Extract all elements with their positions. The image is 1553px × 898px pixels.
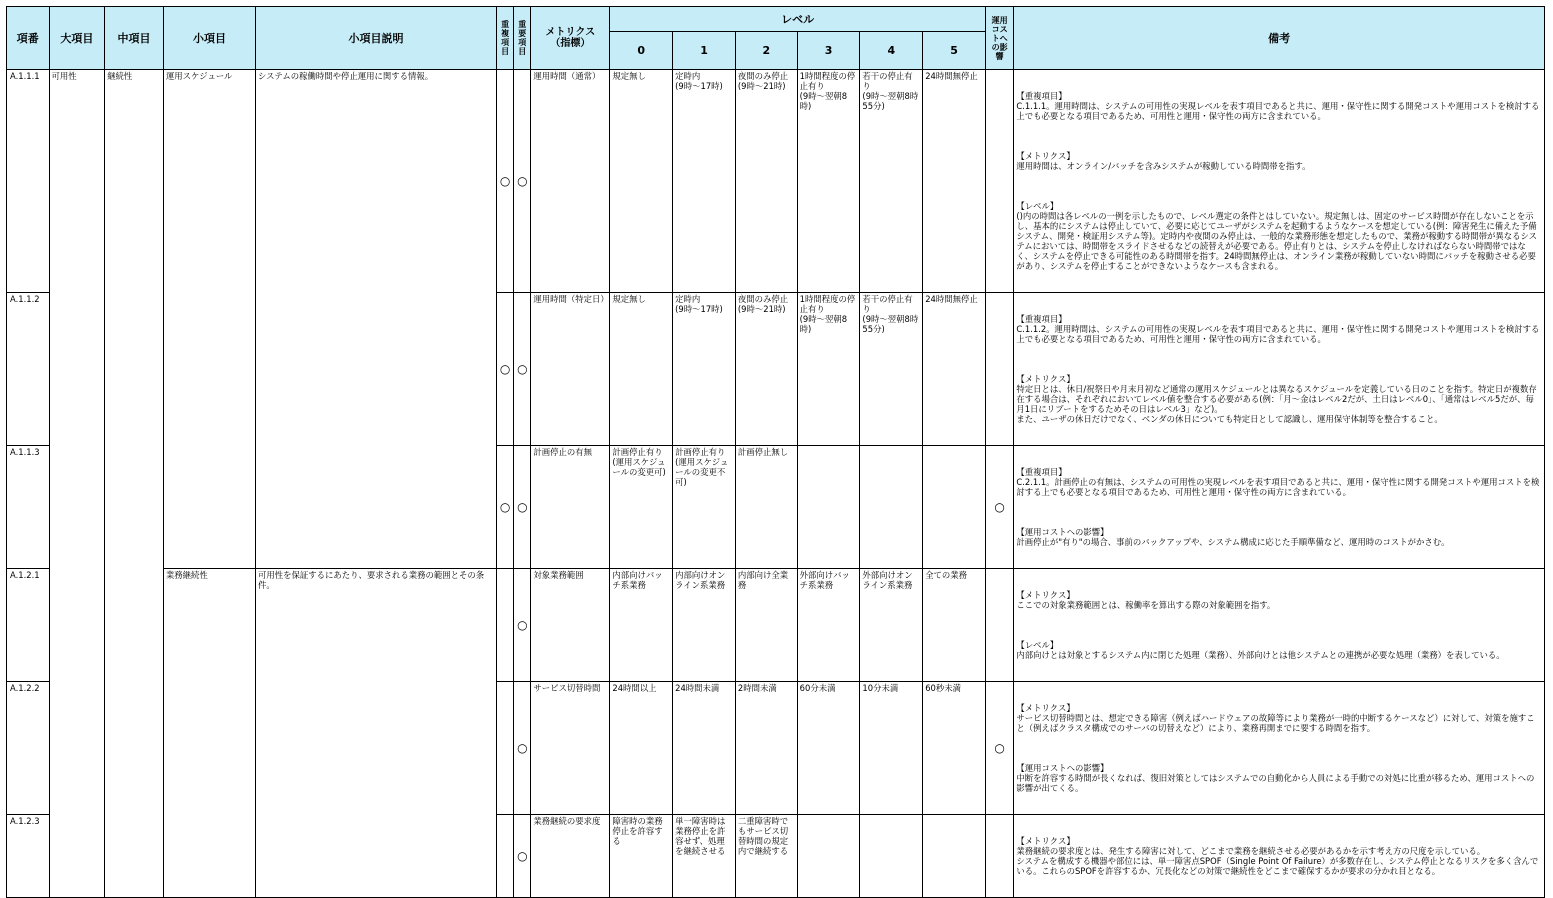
header-level-2: 2	[735, 32, 797, 70]
header-metrics: メトリクス （指標）	[531, 7, 610, 70]
header-middle: 中項目	[105, 7, 164, 70]
level-1-cell: 単一障害時は業務停止を許容せず、処理を継続させる	[673, 815, 736, 898]
duplicate-mark: ○	[497, 293, 514, 446]
level-1-cell: 定時内 (9時～17時)	[673, 293, 736, 446]
level-4-cell: 外部向けオンライン系業務	[860, 569, 923, 682]
metrics-cell: サービス切替時間	[531, 682, 610, 815]
level-1-cell: 計画停止有り(運用スケジュールの変更不可)	[673, 446, 736, 569]
remark-metrics: 【メトリクス】 サービス切替時間とは、想定できる障害（例えばハードウェアの故障等により業務が一時的中断するケースなど）に対して、対策を施すこと（例えばクラスタ構成でのサーバの切替えなど）により、業務再開までに要する時間を指す。	[1016, 703, 1535, 733]
item-no-cell: A.1.1.3	[7, 446, 50, 569]
header-minor: 小項目	[163, 7, 255, 70]
remark-level: 【レベル】 内部向けとは対象とするシステム内に閉じた処理（業務）、外部向けとは他システムとの連携が必要な処理（業務）を表している。	[1016, 640, 1505, 660]
level-4-cell	[860, 446, 923, 569]
level-3-cell: 1時間程度の停止有り (9時～翌朝8時)	[797, 70, 860, 293]
metrics-cell: 対象業務範囲	[531, 569, 610, 682]
level-2-cell: 夜間のみ停止 (9時～21時)	[735, 293, 797, 446]
level-0-cell: 規定無し	[610, 293, 673, 446]
duplicate-mark	[497, 815, 514, 898]
level-2-cell: 二重障害時でもサービス切替時間の規定内で継続する	[735, 815, 797, 898]
duplicate-mark: ○	[497, 70, 514, 293]
remarks-cell	[1014, 815, 1545, 898]
minor-cell: 運用スケジュール	[163, 70, 255, 569]
metrics-cell: 業務継続の要求度	[531, 815, 610, 898]
header-duplicate: 重複項目	[497, 7, 514, 70]
level-5-cell: 24時間無停止	[923, 70, 986, 293]
item-no-cell: A.1.2.2	[7, 682, 50, 815]
remarks-cell	[1014, 569, 1545, 682]
table-row	[7, 70, 1545, 293]
minor-cell: 業務継続性	[163, 569, 255, 898]
level-5-cell	[923, 446, 986, 569]
item-no-cell: A.1.2.3	[7, 815, 50, 898]
level-3-cell	[797, 446, 860, 569]
level-1-cell: 24時間未満	[673, 682, 736, 815]
item-no-cell: A.1.1.2	[7, 293, 50, 446]
level-2-cell: 2時間未満	[735, 682, 797, 815]
header-level: レベル	[610, 7, 986, 32]
item-no-cell: A.1.2.1	[7, 569, 50, 682]
important-mark: ○	[514, 682, 531, 815]
table-row	[7, 569, 1545, 682]
header-item-no: 項番	[7, 7, 50, 70]
level-2-cell: 内部向け全業務	[735, 569, 797, 682]
requirements-sheet	[6, 6, 1545, 898]
remarks-cell	[1014, 70, 1545, 293]
cost-mark: ○	[985, 446, 1013, 569]
duplicate-mark	[497, 569, 514, 682]
header-level-5: 5	[923, 32, 986, 70]
level-4-cell	[860, 815, 923, 898]
remark-metrics: 【メトリクス】 ここでの対象業務範囲とは、稼働率を算出する際の対象範囲を指す。	[1016, 590, 1276, 610]
level-3-cell: 60分未満	[797, 682, 860, 815]
level-5-cell: 24時間無停止	[923, 293, 986, 446]
remark-duplicate: 【重複項目】 C.1.1.1。運用時間は、システムの可用性の実現レベルを表す項目であると共に、運用・保守性に関する開発コストや運用コストを検討する上でも必要となる項目であるため、可用性と運用・保守性の両方に含まれている。	[1016, 91, 1540, 121]
header-minor-desc: 小項目説明	[256, 7, 497, 70]
header-level-0: 0	[610, 32, 673, 70]
important-mark: ○	[514, 70, 531, 293]
level-3-cell	[797, 815, 860, 898]
remarks-cell	[1014, 446, 1545, 569]
header-important: 重要項目	[514, 7, 531, 70]
header-remarks: 備考	[1014, 7, 1545, 70]
level-3-cell: 外部向けバッチ系業務	[797, 569, 860, 682]
metrics-cell: 計画停止の有無	[531, 446, 610, 569]
cost-mark	[985, 293, 1013, 446]
cost-mark	[985, 569, 1013, 682]
important-mark: ○	[514, 446, 531, 569]
level-0-cell: 24時間以上	[610, 682, 673, 815]
remark-duplicate: 【重複項目】 C.2.1.1。計画停止の有無は、システムの可用性の実現レベルを表す項目であると共に、運用・保守性に関する開発コストや運用コストを検討する上でも必要となる項目であるため、可用性と運用・保守性の両方に含まれている。	[1016, 467, 1540, 497]
remark-duplicate: 【重複項目】 C.1.1.2。運用時間は、システムの可用性の実現レベルを表す項目であると共に、運用・保守性に関する開発コストや運用コストを検討する上でも必要となる項目であるため、可用性と運用・保守性の両方に含まれている。	[1016, 314, 1540, 344]
level-1-cell: 内部向けオンライン系業務	[673, 569, 736, 682]
cost-mark	[985, 815, 1013, 898]
important-mark: ○	[514, 815, 531, 898]
cost-mark	[985, 70, 1013, 293]
remarks-cell	[1014, 293, 1545, 446]
header-cost: 運用コストへの影響	[985, 7, 1013, 70]
level-3-cell: 1時間程度の停止有り (9時～翌朝8時)	[797, 293, 860, 446]
level-2-cell: 夜間のみ停止 (9時～21時)	[735, 70, 797, 293]
remarks-cell	[1014, 682, 1545, 815]
level-1-cell: 定時内 (9時～17時)	[673, 70, 736, 293]
item-no-cell: A.1.1.1	[7, 70, 50, 293]
major-cell: 可用性	[49, 70, 105, 898]
requirements-table	[6, 6, 1545, 898]
remark-level: 【レベル】 ()内の時間は各レベルの一例を示したもので、レベル選定の条件とはしていない。規定無しは、固定のサービス時間が存在しないことを示し、基本的にシステムは停止していて、必要に応じてユーザがシステムを起動するようなケースを想定している(例：障害発生に備えた予備システム、開発・検証用システム等)。定時内や夜間のみ停止は、一般的な業務形態を想定したもので、業務が稼動する時間帯が異なるシステムにおいては、時間帯をスライドさせるなどの読替えが必要である。停止有りとは、システムを停止しなければならない時間帯ではなく、システムを停止できる可能性のある時間帯を指す。24時間無停止は、オンライン業務が稼動していない時間にバッチを稼動させる必要があり、システムを停止することができないようなケースも含まれる。	[1016, 201, 1537, 271]
level-0-cell: 障害時の業務停止を許容する	[610, 815, 673, 898]
metrics-cell: 運用時間（通常）	[531, 70, 610, 293]
level-0-cell: 規定無し	[610, 70, 673, 293]
level-4-cell: 若干の停止有り (9時～翌朝8時55分)	[860, 70, 923, 293]
important-mark: ○	[514, 569, 531, 682]
header-level-4: 4	[860, 32, 923, 70]
cost-mark: ○	[985, 682, 1013, 815]
remark-cost: 【運用コストへの影響】 中断を許容する時間が長くなれば、復旧対策としてはシステムでの自動化から人員による手動での対処に比重が移るため、運用コストへの影響が出てくる。	[1016, 763, 1535, 793]
remark-metrics: 【メトリクス】 業務継続の要求度とは、発生する障害に対して、どこまで業務を継続させる必要があるかを示す考え方の尺度を示している。 システムを構成する機器や部位には、単一障害点SPOF（Single Point Of Failure）が多数存在し、システム停止となるリスクを多く含んでいる。これらのSPOFを許容するか、冗長化などの対策で継続性をどこまで確保するかが要求の分かれ目となる。	[1016, 836, 1539, 876]
header-row-1	[7, 7, 1545, 32]
level-5-cell	[923, 815, 986, 898]
level-5-cell: 60秒未満	[923, 682, 986, 815]
level-4-cell: 10分未満	[860, 682, 923, 815]
level-5-cell: 全ての業務	[923, 569, 986, 682]
level-0-cell: 計画停止有り(運用スケジュールの変更可)	[610, 446, 673, 569]
minor-desc-cell: システムの稼働時間や停止運用に関する情報。	[256, 70, 497, 569]
remark-metrics: 【メトリクス】 運用時間は、オンライン/バッチを含みシステムが稼動している時間帯を指す。	[1016, 151, 1311, 171]
duplicate-mark: ○	[497, 446, 514, 569]
metrics-cell: 運用時間（特定日）	[531, 293, 610, 446]
important-mark: ○	[514, 293, 531, 446]
level-4-cell: 若干の停止有り (9時～翌朝8時55分)	[860, 293, 923, 446]
remark-cost: 【運用コストへの影響】 計画停止が"有り"の場合、事前のバックアップや、システム構成に応じた手順準備など、運用時のコストがかさむ。	[1016, 527, 1450, 547]
header-level-3: 3	[797, 32, 860, 70]
level-0-cell: 内部向けバッチ系業務	[610, 569, 673, 682]
middle-cell: 継続性	[105, 70, 164, 898]
level-2-cell: 計画停止無し	[735, 446, 797, 569]
remark-metrics: 【メトリクス】 特定日とは、休日/祝祭日や月末月初など通常の運用スケジュールとは異なるスケジュールを定義している日のことを指す。特定日が複数存在する場合は、それぞれにおいてレベル値を整合する必要がある(例：「月～金はレベル2だが、土日はレベル0」、「通常はレベル5だが、毎月1日にリブートをするためその日はレベル3」など)。 また、ユーザの休日だけでなく、ベンダの休日についても特定日として認識し、運用保守体制等を整合すること。	[1016, 374, 1537, 424]
header-level-1: 1	[673, 32, 736, 70]
duplicate-mark	[497, 682, 514, 815]
minor-desc-cell: 可用性を保証するにあたり、要求される業務の範囲とその条件。	[256, 569, 497, 898]
header-major: 大項目	[49, 7, 105, 70]
